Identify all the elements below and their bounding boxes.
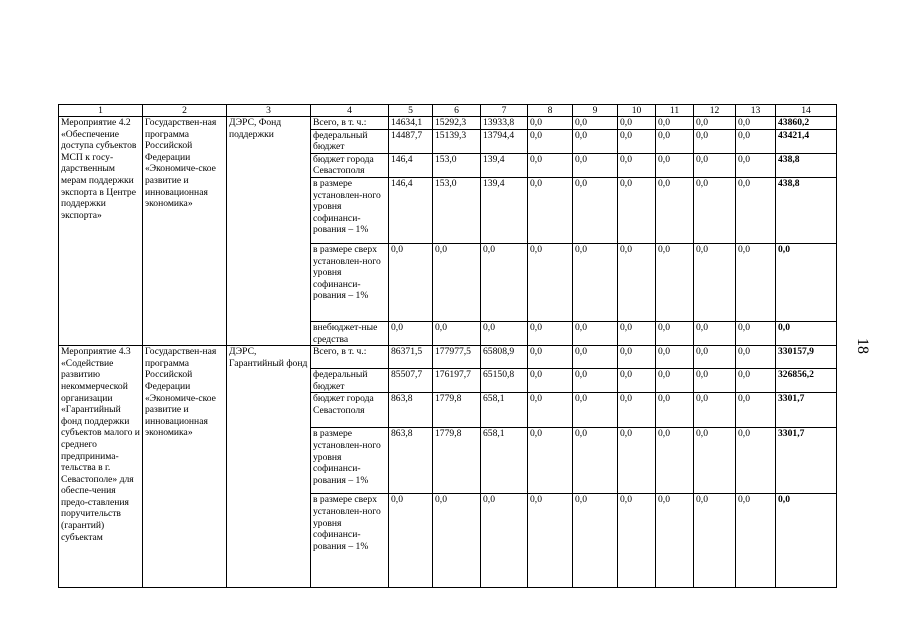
value-cell: 0,0 — [736, 346, 776, 369]
value-cell: 0,0 — [736, 393, 776, 428]
header-cell: 8 — [528, 105, 573, 117]
value-cell: 0,0 — [656, 428, 694, 494]
value-cell: 0,0 — [618, 369, 656, 393]
value-cell: 0,0 — [573, 243, 618, 321]
value-cell: 146,4 — [389, 153, 433, 177]
header-cell: 10 — [618, 105, 656, 117]
value-cell: 0,0 — [736, 177, 776, 243]
value-cell: 0,0 — [573, 153, 618, 177]
value-cell: 0,0 — [694, 117, 736, 130]
value-cell: 15139,3 — [433, 129, 481, 153]
value-cell: 0,0 — [618, 428, 656, 494]
value-cell: 0,0 — [694, 243, 736, 321]
value-cell: 0,0 — [618, 243, 656, 321]
funding-source-cell: федеральный бюджет — [311, 369, 389, 393]
total-value-cell: 43421,4 — [776, 129, 837, 153]
value-cell: 0,0 — [656, 321, 694, 345]
value-cell: 177977,5 — [433, 346, 481, 369]
value-cell: 14634,1 — [389, 117, 433, 130]
value-cell: 0,0 — [528, 321, 573, 345]
value-cell: 65150,8 — [481, 369, 528, 393]
total-value-cell: 43860,2 — [776, 117, 837, 130]
column-number-header — [59, 105, 837, 117]
value-cell: 0,0 — [573, 321, 618, 345]
value-cell: 0,0 — [694, 428, 736, 494]
value-cell: 0,0 — [528, 129, 573, 153]
total-value-cell: 3301,7 — [776, 428, 837, 494]
value-cell: 0,0 — [618, 177, 656, 243]
value-cell: 0,0 — [481, 321, 528, 345]
value-cell: 0,0 — [618, 494, 656, 588]
total-value-cell: 0,0 — [776, 494, 837, 588]
value-cell: 0,0 — [573, 369, 618, 393]
value-cell: 0,0 — [736, 321, 776, 345]
header-cell: 5 — [389, 105, 433, 117]
funding-source-cell: Всего, в т. ч.: — [311, 117, 389, 130]
header-cell: 14 — [776, 105, 837, 117]
total-value-cell: 0,0 — [776, 243, 837, 321]
value-cell: 0,0 — [656, 393, 694, 428]
value-cell: 0,0 — [528, 428, 573, 494]
executor-cell: ДЭРС, Фонд поддержки — [227, 117, 311, 346]
value-cell: 0,0 — [528, 153, 573, 177]
header-cell: 2 — [143, 105, 227, 117]
value-cell: 0,0 — [694, 393, 736, 428]
total-value-cell: 330157,9 — [776, 346, 837, 369]
header-cell: 12 — [694, 105, 736, 117]
value-cell: 0,0 — [573, 428, 618, 494]
value-cell: 0,0 — [433, 243, 481, 321]
value-cell: 0,0 — [573, 346, 618, 369]
value-cell: 176197,7 — [433, 369, 481, 393]
value-cell: 0,0 — [656, 243, 694, 321]
value-cell: 139,4 — [481, 177, 528, 243]
header-cell: 11 — [656, 105, 694, 117]
value-cell: 0,0 — [656, 177, 694, 243]
value-cell: 0,0 — [528, 369, 573, 393]
value-cell: 0,0 — [656, 153, 694, 177]
measure-cell: Мероприятие 4.2 «Обеспечение доступа субъектов МСП к госу-дарственным мерам поддержки экспорта в Центре поддержки экспорта» — [59, 117, 143, 346]
header-cell: 7 — [481, 105, 528, 117]
value-cell: 146,4 — [389, 177, 433, 243]
funding-source-cell: в размере сверх установлен-ного уровня софинанси-рования – 1% — [311, 243, 389, 321]
total-value-cell: 326856,2 — [776, 369, 837, 393]
value-cell: 0,0 — [694, 321, 736, 345]
value-cell: 0,0 — [618, 393, 656, 428]
value-cell: 0,0 — [656, 129, 694, 153]
value-cell: 0,0 — [389, 321, 433, 345]
value-cell: 0,0 — [618, 153, 656, 177]
value-cell: 0,0 — [573, 494, 618, 588]
value-cell: 1779,8 — [433, 428, 481, 494]
value-cell: 0,0 — [389, 243, 433, 321]
value-cell: 0,0 — [694, 369, 736, 393]
value-cell: 0,0 — [694, 129, 736, 153]
value-cell: 14487,7 — [389, 129, 433, 153]
value-cell: 0,0 — [433, 321, 481, 345]
value-cell: 0,0 — [656, 346, 694, 369]
value-cell: 0,0 — [694, 494, 736, 588]
value-cell: 0,0 — [736, 117, 776, 130]
value-cell: 0,0 — [694, 153, 736, 177]
value-cell: 15292,3 — [433, 117, 481, 130]
program-cell: Государствен-ная программа Российской Федерации «Экономиче-ское развитие и инновационная экономика» — [143, 117, 227, 346]
value-cell: 0,0 — [694, 346, 736, 369]
value-cell: 0,0 — [736, 243, 776, 321]
value-cell: 13933,8 — [481, 117, 528, 130]
value-cell: 0,0 — [528, 346, 573, 369]
value-cell: 863,8 — [389, 428, 433, 494]
value-cell: 0,0 — [573, 117, 618, 130]
value-cell: 658,1 — [481, 428, 528, 494]
funding-source-cell: федеральный бюджет — [311, 129, 389, 153]
value-cell: 0,0 — [573, 129, 618, 153]
funding-source-cell: в размере сверх установлен-ного уровня софинанси-рования – 1% — [311, 494, 389, 588]
header-cell: 3 — [227, 105, 311, 117]
value-cell: 0,0 — [736, 369, 776, 393]
value-cell: 153,0 — [433, 177, 481, 243]
value-cell: 0,0 — [736, 428, 776, 494]
funding-source-cell: в размере установлен-ного уровня софинанси-рования – 1% — [311, 177, 389, 243]
value-cell: 0,0 — [528, 494, 573, 588]
value-cell: 0,0 — [528, 243, 573, 321]
value-cell: 0,0 — [656, 494, 694, 588]
value-cell: 658,1 — [481, 393, 528, 428]
value-cell: 65808,9 — [481, 346, 528, 369]
funding-source-cell: бюджет города Севастополя — [311, 393, 389, 428]
funding-source-cell: Всего, в т. ч.: — [311, 346, 389, 369]
value-cell: 0,0 — [656, 369, 694, 393]
header-cell: 13 — [736, 105, 776, 117]
measure-cell: Мероприятие 4.3 «Содействие развитию некоммерческой организации «Гарантийный фонд поддержки субъектов малого и среднего предпринима-тельства в г. Севастополе» для обеспе-чения предо-ставления поручительств (гарантий) субъектам — [59, 346, 143, 588]
value-cell: 0,0 — [656, 117, 694, 130]
value-cell: 0,0 — [694, 177, 736, 243]
program-cell: Государствен-ная программа Российской Федерации «Экономиче-ское развитие и инновационная экономика» — [143, 346, 227, 588]
value-cell: 0,0 — [573, 393, 618, 428]
value-cell: 0,0 — [528, 177, 573, 243]
value-cell: 153,0 — [433, 153, 481, 177]
executor-cell: ДЭРС, Гарантийный фонд — [227, 346, 311, 588]
value-cell: 0,0 — [618, 129, 656, 153]
value-cell: 0,0 — [736, 129, 776, 153]
value-cell: 1779,8 — [433, 393, 481, 428]
value-cell: 0,0 — [573, 177, 618, 243]
total-value-cell: 0,0 — [776, 321, 837, 345]
value-cell: 0,0 — [618, 346, 656, 369]
header-cell: 4 — [311, 105, 389, 117]
header-cell: 9 — [573, 105, 618, 117]
value-cell: 0,0 — [736, 153, 776, 177]
value-cell: 0,0 — [528, 393, 573, 428]
funding-source-cell: внебюджет-ные средства — [311, 321, 389, 345]
value-cell: 13794,4 — [481, 129, 528, 153]
page-number: 18 — [854, 338, 871, 354]
value-cell: 0,0 — [433, 494, 481, 588]
value-cell: 0,0 — [481, 243, 528, 321]
value-cell: 139,4 — [481, 153, 528, 177]
value-cell: 0,0 — [618, 117, 656, 130]
value-cell: 0,0 — [481, 494, 528, 588]
table-row — [59, 346, 837, 369]
value-cell: 86371,5 — [389, 346, 433, 369]
table-row — [59, 117, 837, 130]
funding-source-cell: бюджет города Севастополя — [311, 153, 389, 177]
total-value-cell: 438,8 — [776, 177, 837, 243]
total-value-cell: 438,8 — [776, 153, 837, 177]
value-cell: 0,0 — [618, 321, 656, 345]
total-value-cell: 3301,7 — [776, 393, 837, 428]
budget-table — [58, 104, 837, 588]
value-cell: 85507,7 — [389, 369, 433, 393]
value-cell: 0,0 — [736, 494, 776, 588]
header-cell: 1 — [59, 105, 143, 117]
value-cell: 0,0 — [528, 117, 573, 130]
funding-source-cell: в размере установлен-ного уровня софинанси-рования – 1% — [311, 428, 389, 494]
value-cell: 863,8 — [389, 393, 433, 428]
header-cell: 6 — [433, 105, 481, 117]
value-cell: 0,0 — [389, 494, 433, 588]
